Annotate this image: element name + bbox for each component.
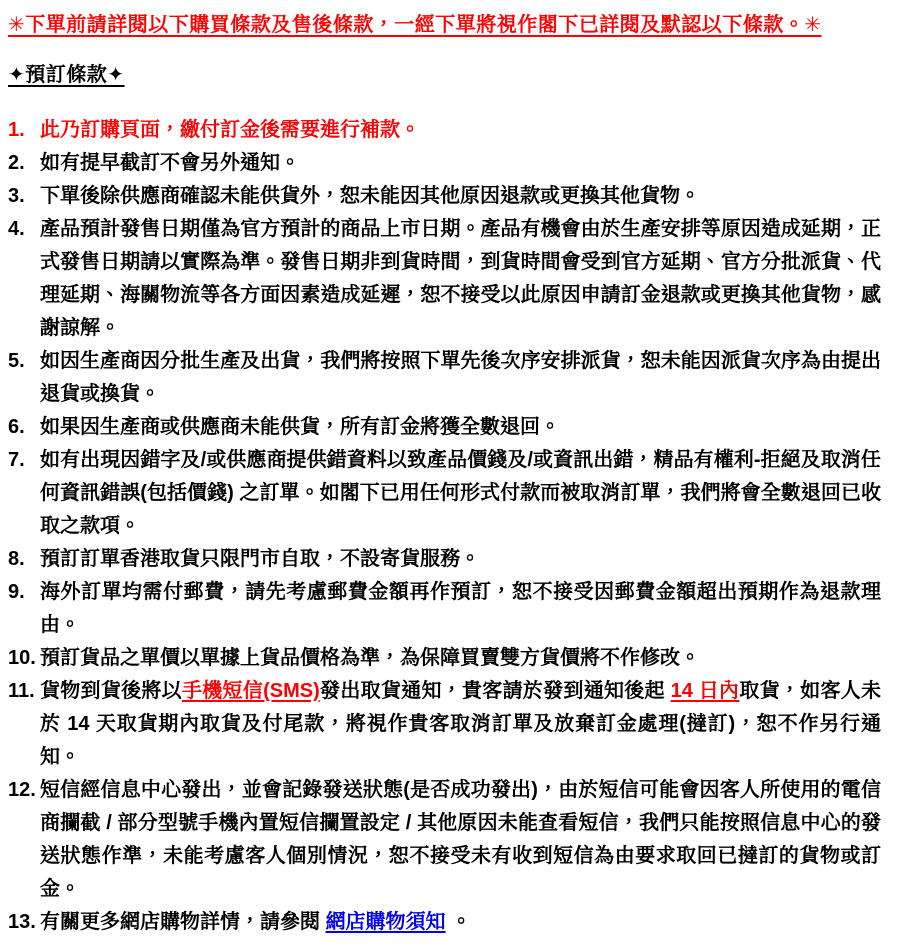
term-item [8, 213, 881, 345]
term-number: 7. [8, 449, 25, 471]
term-item [8, 180, 881, 213]
term-text-segment: 貨物到貨後將以 [40, 680, 182, 702]
term-item [8, 543, 881, 576]
term-number: 2. [8, 152, 25, 174]
term-text [40, 213, 881, 345]
term-text [40, 114, 881, 147]
term-text [40, 180, 881, 213]
term-text-segment: 如有提早截訂不會另外通知。 [40, 152, 300, 174]
term-text [40, 576, 881, 642]
preorder-terms-title: ✦預訂條款✦ [8, 64, 125, 86]
term-item [8, 411, 881, 444]
term-item [8, 576, 881, 642]
term-text [40, 444, 881, 543]
term-text-segment: 短信經信息中心發出，並會記錄發送狀態(是否成功發出)，由於短信可能會因客人所使用的電信商攔截 / 部分型號手機內置短信攔置設定 / 其他原因未能查看短信，我們只能按照信息中心的發送狀態作準，未能考慮客人個別情況，恕不接受未有收到短信為由要求取回已撻訂的貨物或訂金。 [40, 779, 881, 900]
term-item [8, 906, 881, 939]
term-number: 6. [8, 416, 25, 438]
term-number: 5. [8, 350, 25, 372]
term-text [40, 543, 881, 576]
term-text [40, 642, 881, 675]
term-number: 3. [8, 185, 25, 207]
highlighted-text: 此乃訂購頁面，繳付訂金後需要進行補款。 [40, 119, 420, 141]
term-number: 8. [8, 548, 25, 570]
term-item [8, 345, 881, 411]
term-text-segment: 下單後除供應商確認未能供貨外，恕未能因其他原因退款或更換其他貨物。 [40, 185, 700, 207]
term-item [8, 675, 881, 774]
term-item [8, 642, 881, 675]
term-text-segment: 如有出現因錯字及/或供應商提供錯資料以致產品價錢及/或資訊出錯，精品有權利-拒絕及取消任何資訊錯誤(包括價錢) 之訂單。如閣下已用任何形式付款而被取消訂單，我們將會全數退回已收取之款項。 [40, 449, 881, 537]
term-text [40, 345, 881, 411]
term-text [40, 774, 881, 906]
term-number: 13. [8, 911, 36, 933]
term-item [8, 444, 881, 543]
term-number: 10. [8, 647, 36, 669]
term-text-segment: 海外訂單均需付郵費，請先考慮郵費金額再作預訂，恕不接受因郵費金額超出預期作為退款理由。 [40, 581, 881, 636]
term-text-segment: 產品預計發售日期僅為官方預計的商品上市日期。產品有機會由於生產安排等原因造成延期，正式發售日期請以實際為準。發售日期非到貨時間，到貨時間會受到官方延期、官方分批派貨、代理延期、海關物流等各方面因素造成延遲，恕不接受以此原因申請訂金退款或更換其他貨物，感謝諒解。 [40, 218, 881, 339]
term-text-segment: 預訂貨品之單價以單據上貨品價格為準，為保障買賣雙方貨價將不作修改。 [40, 647, 700, 669]
highlighted-text: 手機短信(SMS) [181, 680, 320, 702]
shop-guide-link[interactable]: 網店購物須知 [325, 911, 446, 933]
term-text-segment: 有關更多網店購物詳情，請參閱 [40, 911, 326, 933]
purchase-notice-header: ✳下單前請詳閱以下購買條款及售後條款，一經下單將視作閣下已詳閱及默認以下條款。✳ [8, 14, 822, 36]
term-item [8, 114, 881, 147]
term-number: 12. [8, 779, 36, 801]
highlighted-text: 14 日內 [670, 680, 740, 702]
term-number: 1. [8, 119, 25, 141]
term-text [40, 675, 881, 774]
term-text-segment: 。 [445, 911, 472, 933]
term-text-segment: 如因生產商因分批生產及出貨，我們將按照下單先後次序安排派貨，恕未能因派貨次序為由提出退貨或換貨。 [40, 350, 881, 405]
term-text [40, 411, 881, 444]
term-text [40, 147, 881, 180]
term-number: 9. [8, 581, 25, 603]
term-text-segment: 預訂訂單香港取貨只限門市自取，不設寄貨服務。 [40, 548, 480, 570]
term-text-segment: 發出取貨通知，貴客請於發到通知後起 [319, 680, 671, 702]
term-item [8, 774, 881, 906]
term-item [8, 147, 881, 180]
term-text [40, 906, 881, 939]
terms-list [8, 114, 881, 939]
term-text-segment: 如果因生產商或供應商未能供貨，所有訂金將獲全數退回。 [40, 416, 560, 438]
term-text-segment: 取貨，如客人未於 14 天取貨期內取貨及付尾款，將視作貴客取消訂單及放棄訂金處理(撻訂)，恕不作另行通知。 [40, 680, 882, 768]
term-number: 11. [8, 680, 35, 702]
term-number: 4. [8, 218, 25, 240]
